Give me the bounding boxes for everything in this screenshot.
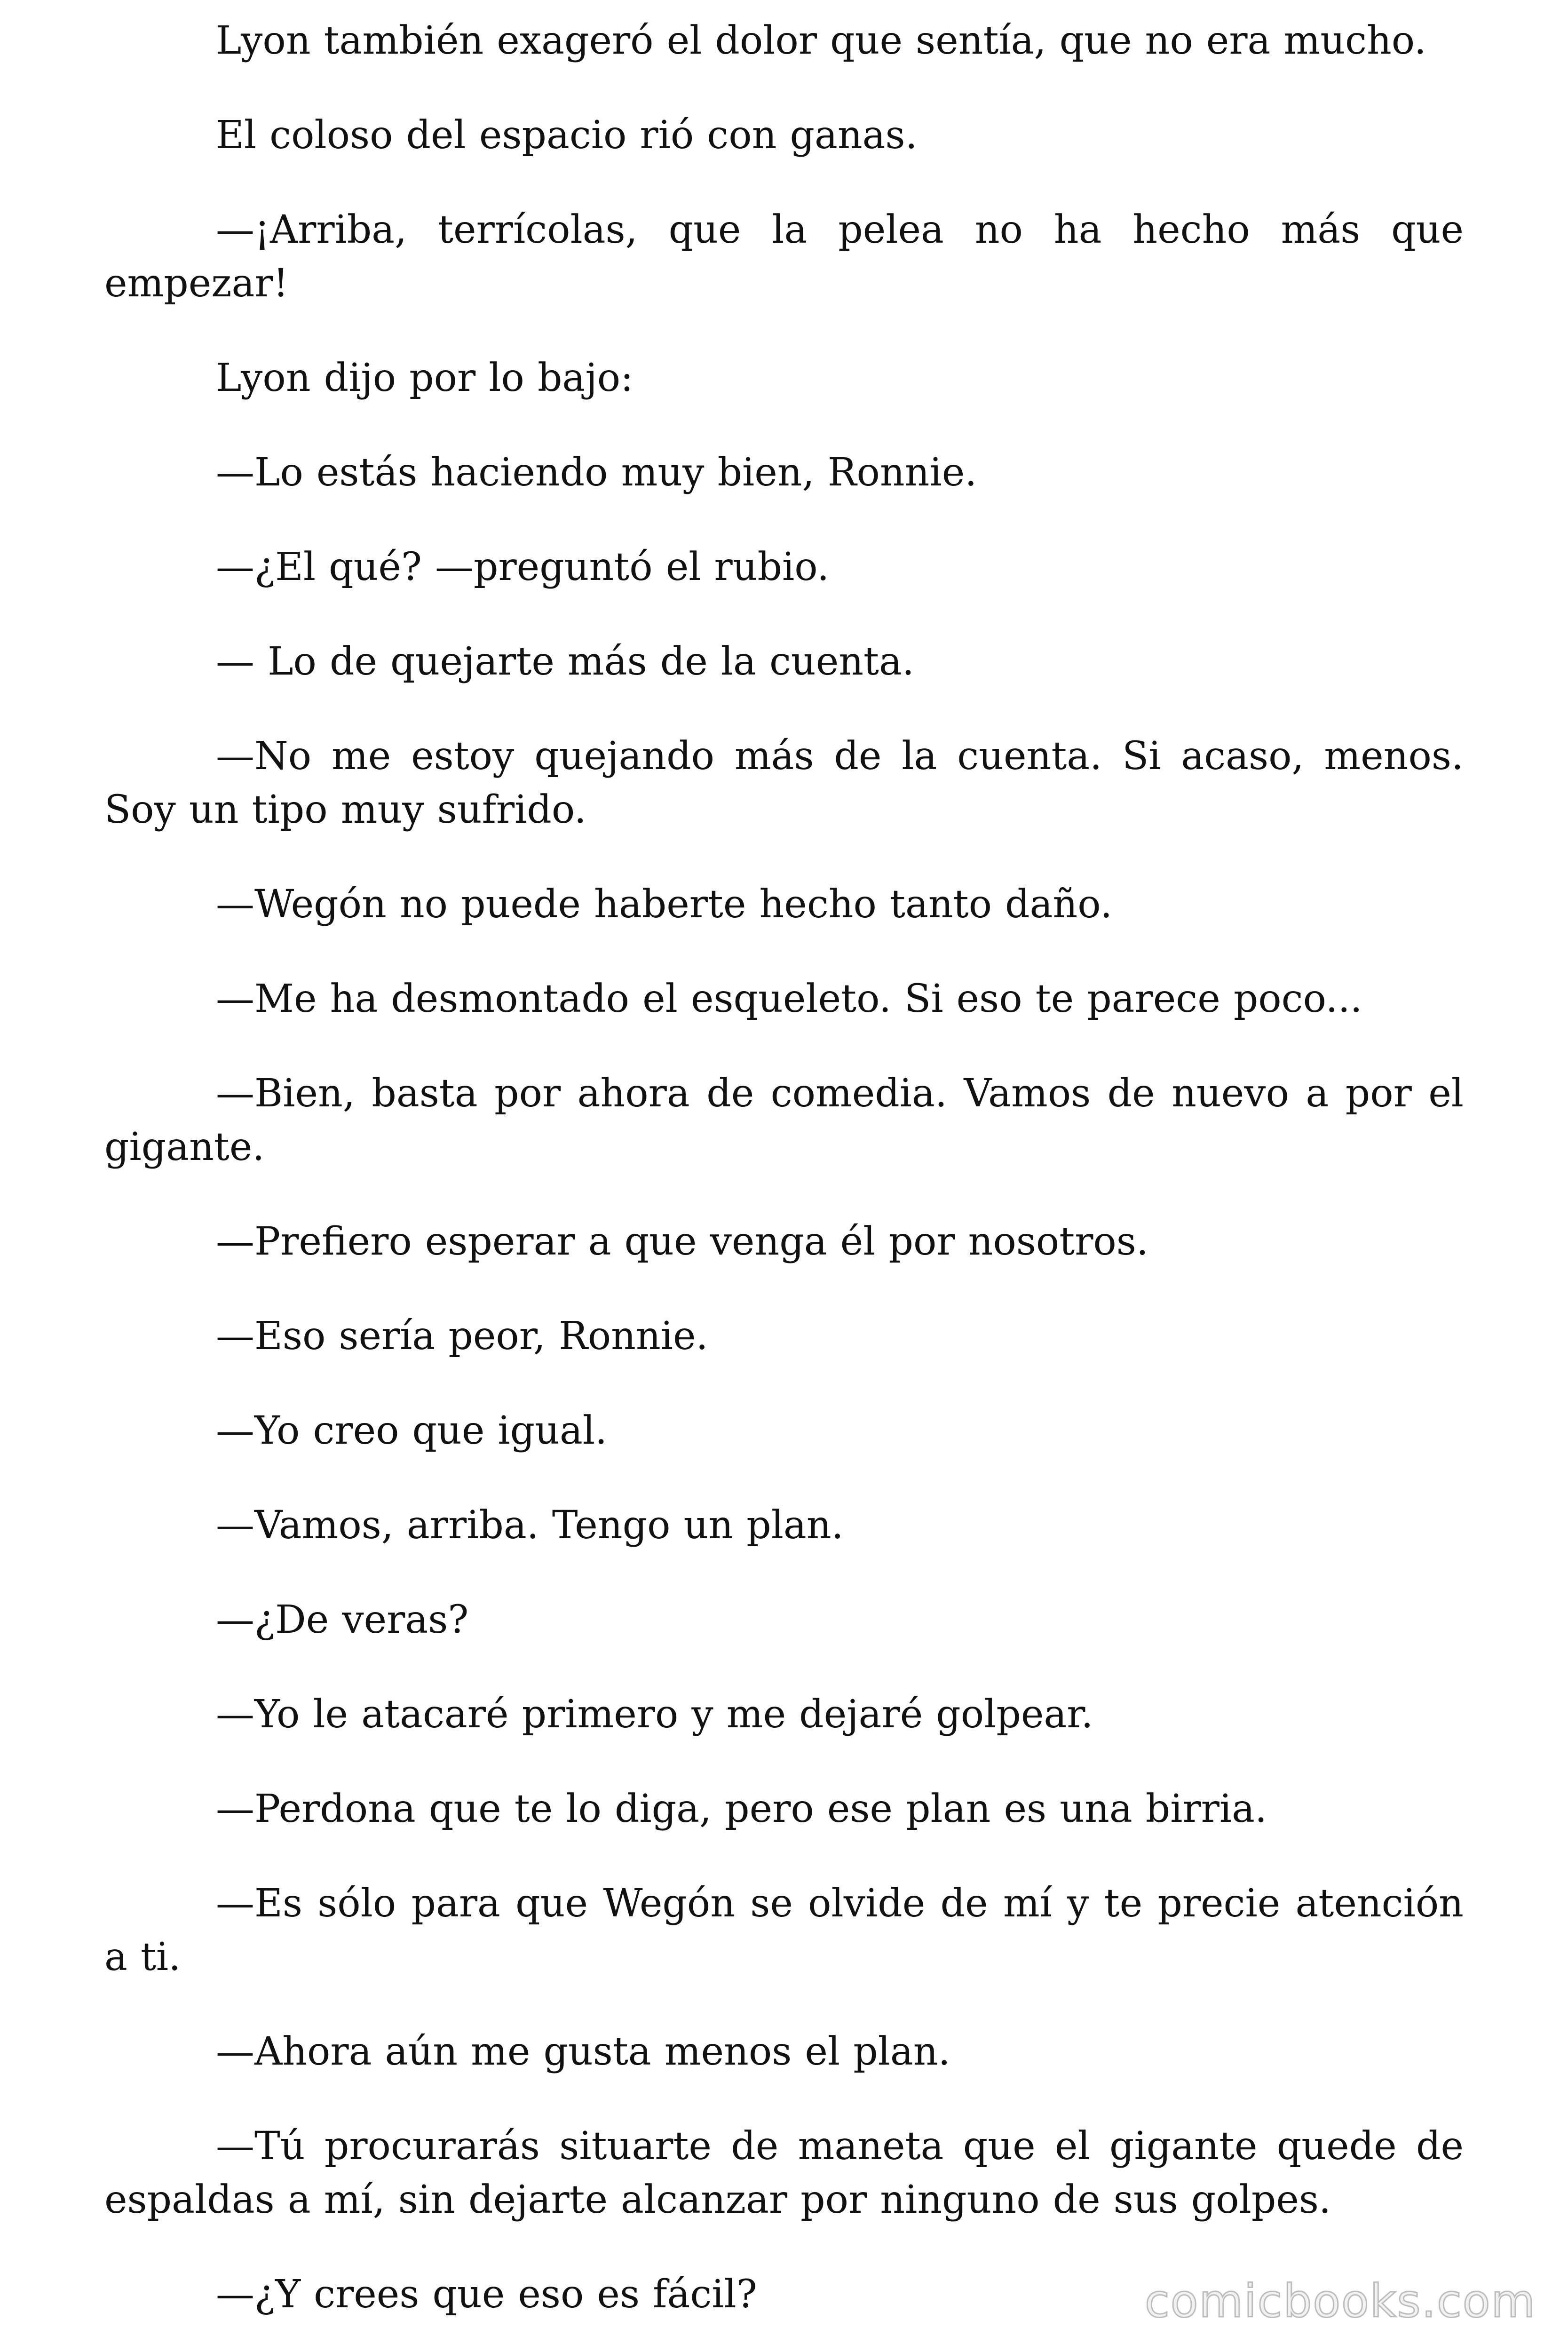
paragraph: —Vamos, arriba. Tengo un plan. xyxy=(216,1503,844,1548)
paragraph: —Me ha desmontado el esqueleto. Si eso te parece poco... xyxy=(216,977,1362,1021)
paragraph: —No me estoy quejando más de la cuenta. Si acaso, menos. Soy un tipo muy sufrido. xyxy=(104,734,1464,832)
paragraph: Lyon dijo por lo bajo: xyxy=(216,356,634,400)
paragraph: —Yo le atacaré primero y me dejaré golpear. xyxy=(216,1692,1093,1737)
paragraph: —Eso sería peor, Ronnie. xyxy=(216,1314,708,1359)
paragraph: —Es sólo para que Wegón se olvide de mí y te precie atención a ti. xyxy=(104,1881,1464,1979)
paragraph: —¿Y crees que eso es fácil? xyxy=(216,2272,757,2317)
paragraph: —Ahora aún me gusta menos el plan. xyxy=(216,2029,950,2074)
paragraph: —Perdona que te lo diga, pero ese plan es una birria. xyxy=(216,1787,1267,1831)
paragraph: Lyon también exageró el dolor que sentía, que no era mucho. xyxy=(216,18,1426,63)
paragraph: —¡Arriba, terrícolas, que la pelea no ha hecho más que empezar! xyxy=(104,207,1464,306)
paragraph: —Lo estás haciendo muy bien, Ronnie. xyxy=(216,450,977,495)
paragraph: —¿De veras? xyxy=(216,1597,469,1642)
paragraph: —Bien, basta por ahora de comedia. Vamos de nuevo a por el gigante. xyxy=(104,1071,1464,1169)
paragraph: — Lo de quejarte más de la cuenta. xyxy=(216,639,914,684)
watermark-logo: comicbooks.com xyxy=(1144,2275,1536,2328)
paragraph: —Tú procurarás situarte de maneta que el gigante quede de espaldas a mí, sin dejarte alcanzar por ninguno de sus golpes. xyxy=(104,2124,1464,2222)
paragraph: —Wegón no puede haberte hecho tanto daño. xyxy=(216,882,1113,927)
body-text xyxy=(104,14,1464,2321)
paragraph: —¿El qué? —preguntó el rubio. xyxy=(216,545,830,589)
paragraph: El coloso del espacio rió con ganas. xyxy=(216,113,918,158)
paragraph: —Prefiero esperar a que venga él por nosotros. xyxy=(216,1219,1148,1264)
paragraph: —Yo creo que igual. xyxy=(216,1408,608,1453)
